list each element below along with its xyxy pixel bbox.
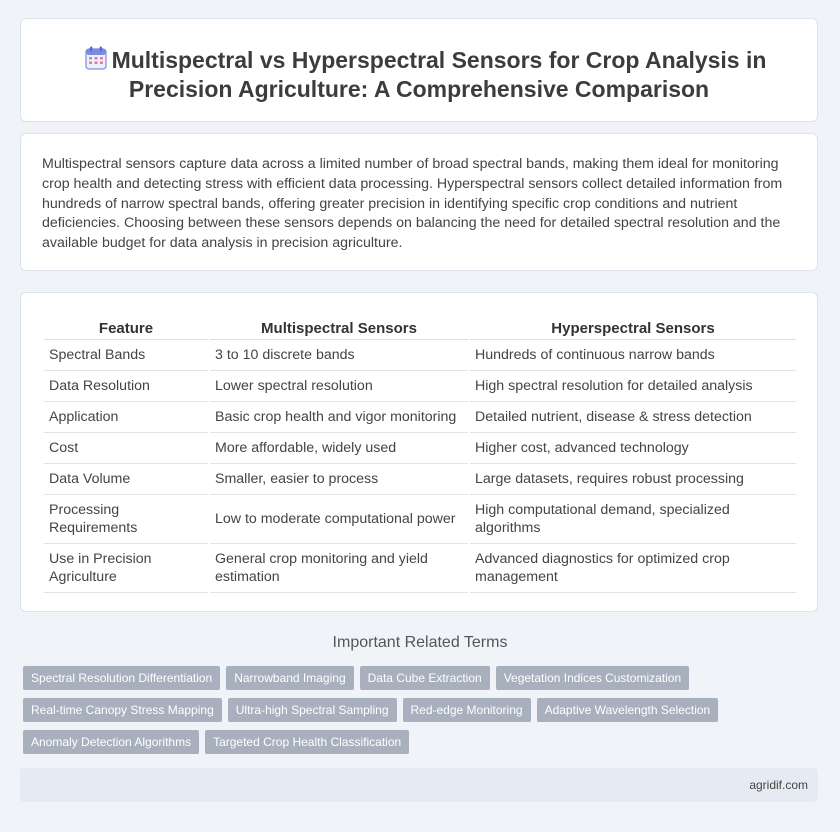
related-terms-title: Important Related Terms <box>332 634 508 651</box>
header-hyperspectral: Hyperspectral Sensors <box>470 312 796 340</box>
table-cell: Processing Requirements <box>44 495 208 544</box>
related-term-tag[interactable]: Vegetation Indices Customization <box>496 666 689 690</box>
page-title-line1: Multispectral vs Hyperspectral Sensors for Crop Analysis in <box>111 47 767 73</box>
related-term-tag[interactable]: Spectral Resolution Differentiation <box>23 666 220 690</box>
related-term-tag[interactable]: Red-edge Monitoring <box>403 698 531 722</box>
table-cell: More affordable, widely used <box>210 433 468 464</box>
table-cell: Data Volume <box>44 464 208 495</box>
table-cell: Use in Precision Agriculture <box>44 544 208 593</box>
table-cell: High computational demand, specialized algorithms <box>470 495 796 544</box>
table-cell: Cost <box>44 433 208 464</box>
related-term-tag[interactable]: Adaptive Wavelength Selection <box>537 698 719 722</box>
table-cell: 3 to 10 discrete bands <box>210 340 468 371</box>
related-term-tag[interactable]: Anomaly Detection Algorithms <box>23 730 199 754</box>
page-title-line2: Precision Agriculture: A Comprehensive Comparison <box>128 76 710 102</box>
header-feature: Feature <box>44 312 208 340</box>
table-cell: Smaller, easier to process <box>210 464 468 495</box>
table-cell: Basic crop health and vigor monitoring <box>210 402 468 433</box>
table-row <box>44 340 796 371</box>
table-cell: Data Resolution <box>44 371 208 402</box>
table-row <box>44 402 796 433</box>
page-title <box>72 46 767 104</box>
table-cell: Lower spectral resolution <box>210 371 468 402</box>
table-cell: Large datasets, requires robust processing <box>470 464 796 495</box>
related-term-tag[interactable]: Targeted Crop Health Classification <box>205 730 409 754</box>
header-multispectral: Multispectral Sensors <box>210 312 468 340</box>
table-row <box>44 464 796 495</box>
table-cell: Advanced diagnostics for optimized crop management <box>470 544 796 593</box>
table-row <box>44 433 796 464</box>
table-cell: Low to moderate computational power <box>210 495 468 544</box>
related-term-tag[interactable]: Ultra-high Spectral Sampling <box>228 698 397 722</box>
table-cell: Detailed nutrient, disease & stress detection <box>470 402 796 433</box>
table-header-row <box>44 312 796 340</box>
related-terms <box>23 666 813 762</box>
header-card <box>20 18 818 122</box>
footer <box>20 768 818 802</box>
comparison-table <box>42 312 798 593</box>
table-cell: General crop monitoring and yield estimation <box>210 544 468 593</box>
table-row <box>44 495 796 544</box>
table-row <box>44 371 796 402</box>
intro-text: Multispectral sensors capture data across a limited number of broad spectral bands, making them ideal for monitoring crop health and detecting stress with efficient data processing. Hyperspectral sensors collect detailed information from hundreds of narrow spectral bands, offering greater precision in identifying specific crop conditions and nutrient deficiencies. Choosing between these sensors depends on balancing the need for detailed spectral resolution and the available budget for data analysis in precision agriculture. <box>42 156 783 252</box>
comparison-card <box>20 292 818 612</box>
footer-source[interactable]: agridif.com <box>749 778 808 792</box>
intro-card <box>20 133 818 271</box>
table-cell: Higher cost, advanced technology <box>470 433 796 464</box>
related-term-tag[interactable]: Data Cube Extraction <box>360 666 490 690</box>
table-cell: Application <box>44 402 208 433</box>
related-term-tag[interactable]: Real-time Canopy Stress Mapping <box>23 698 222 722</box>
related-term-tag[interactable]: Narrowband Imaging <box>226 666 353 690</box>
table-row <box>44 544 796 593</box>
table-cell: Spectral Bands <box>44 340 208 371</box>
table-cell: High spectral resolution for detailed analysis <box>470 371 796 402</box>
table-cell: Hundreds of continuous narrow bands <box>470 340 796 371</box>
